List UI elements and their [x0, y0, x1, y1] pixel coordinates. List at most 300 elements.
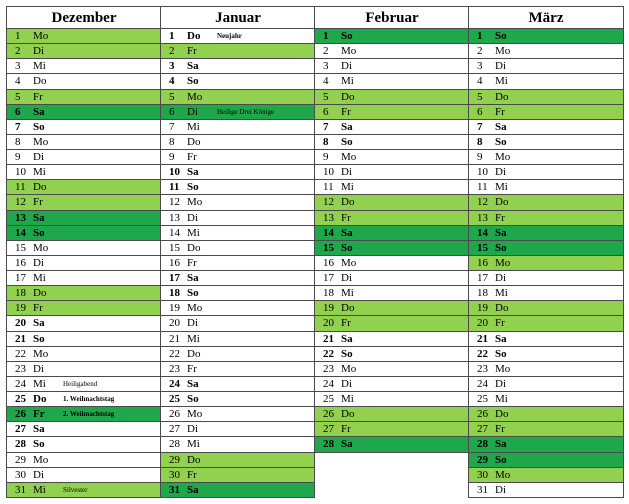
- day-number: 23: [169, 362, 180, 375]
- day-row: [7, 468, 161, 483]
- weekday-label: Do: [187, 30, 201, 42]
- weekday-label: Sa: [187, 483, 199, 496]
- day-number: 12: [477, 196, 488, 209]
- day-row: [7, 407, 161, 422]
- weekday-label: Di: [33, 151, 44, 163]
- day-number: 30: [477, 468, 488, 481]
- weekday-label: So: [187, 287, 199, 300]
- weekday-label: Mo: [341, 45, 357, 58]
- day-row: [7, 347, 161, 362]
- weekday-label: Sa: [495, 120, 507, 133]
- day-number: 7: [323, 120, 329, 133]
- day-row: [161, 407, 315, 422]
- day-row: [469, 392, 623, 407]
- day-row: [315, 90, 469, 105]
- day-row: [7, 150, 161, 165]
- day-row: [7, 453, 161, 468]
- calendar-table: [6, 6, 622, 496]
- day-number: 13: [477, 211, 488, 224]
- weekday-label: Fr: [341, 317, 351, 330]
- day-number: 15: [15, 241, 26, 254]
- day-number: 22: [477, 347, 488, 360]
- day-number: 5: [169, 90, 175, 103]
- weekday-label: Di: [33, 362, 44, 375]
- month-header: Januar: [161, 6, 315, 29]
- day-number: 8: [477, 135, 483, 148]
- weekday-label: Mi: [495, 181, 508, 194]
- weekday-label: Di: [495, 377, 506, 390]
- holiday-note: Heilige Drei Könige: [217, 107, 275, 116]
- day-row: [7, 286, 161, 301]
- weekday-label: Di: [495, 483, 506, 496]
- day-number: 16: [477, 256, 488, 269]
- day-row: [315, 29, 469, 44]
- weekday-label: Mo: [33, 135, 49, 148]
- weekday-label: Do: [341, 302, 355, 315]
- weekday-label: Di: [187, 423, 198, 436]
- day-row: [315, 271, 469, 286]
- day-row: [469, 135, 623, 150]
- day-number: 9: [15, 151, 21, 163]
- day-number: 25: [169, 393, 180, 405]
- day-row: [315, 165, 469, 180]
- weekday-label: Mo: [33, 30, 49, 42]
- day-number: 26: [477, 408, 488, 421]
- day-row: [469, 29, 623, 44]
- weekday-label: Di: [33, 468, 44, 481]
- weekday-label: So: [33, 332, 45, 345]
- weekday-label: Sa: [187, 272, 199, 284]
- day-row: [161, 256, 315, 271]
- weekday-label: Mi: [495, 393, 508, 405]
- day-row: [315, 59, 469, 74]
- day-row: [469, 332, 623, 347]
- weekday-label: Di: [341, 377, 352, 390]
- weekday-label: Sa: [187, 377, 199, 390]
- day-number: 31: [169, 483, 180, 496]
- day-number: 15: [323, 241, 334, 254]
- weekday-label: Mo: [341, 151, 357, 163]
- day-number: 19: [477, 302, 488, 315]
- day-row: [315, 301, 469, 316]
- day-number: 2: [169, 45, 175, 58]
- day-row: [469, 74, 623, 89]
- day-number: 11: [15, 181, 26, 194]
- weekday-label: Fr: [187, 45, 197, 58]
- weekday-label: Fr: [495, 211, 505, 224]
- weekday-label: Do: [33, 75, 47, 88]
- day-number: 18: [169, 287, 180, 300]
- day-row: [315, 347, 469, 362]
- day-number: 9: [169, 151, 175, 163]
- day-row: [161, 165, 315, 180]
- month-column: [468, 6, 624, 498]
- day-row: [161, 483, 315, 498]
- weekday-label: Mi: [495, 75, 508, 88]
- weekday-label: Di: [187, 317, 198, 330]
- day-row: [469, 453, 623, 468]
- day-row: [161, 422, 315, 437]
- weekday-label: Do: [495, 90, 509, 103]
- day-number: 12: [169, 196, 180, 209]
- day-row: [315, 120, 469, 135]
- day-number: 5: [15, 90, 21, 103]
- weekday-label: So: [495, 241, 507, 254]
- day-row: [161, 120, 315, 135]
- day-row: [161, 195, 315, 210]
- day-number: 3: [477, 60, 483, 73]
- day-number: 8: [169, 135, 175, 148]
- weekday-label: Mo: [495, 45, 511, 58]
- day-row: [315, 362, 469, 377]
- day-row: [469, 105, 623, 120]
- weekday-label: Sa: [187, 166, 199, 179]
- weekday-label: Mo: [187, 302, 203, 315]
- day-number: 15: [477, 241, 488, 254]
- day-row: [7, 437, 161, 452]
- day-number: 9: [477, 151, 483, 163]
- weekday-label: Fr: [187, 256, 197, 269]
- day-row: [315, 180, 469, 195]
- weekday-label: Fr: [187, 362, 197, 375]
- weekday-label: Mo: [33, 347, 49, 360]
- weekday-label: So: [495, 135, 507, 148]
- day-row: [7, 120, 161, 135]
- day-row: [161, 301, 315, 316]
- weekday-label: Mi: [33, 272, 46, 284]
- day-number: 27: [169, 423, 180, 436]
- weekday-label: Do: [187, 241, 201, 254]
- day-row: [161, 468, 315, 483]
- weekday-label: Do: [187, 347, 201, 360]
- day-row: [469, 256, 623, 271]
- weekday-label: So: [495, 347, 507, 360]
- day-number: 13: [169, 211, 180, 224]
- day-number: 2: [323, 45, 329, 58]
- day-row: [7, 105, 161, 120]
- day-number: 17: [15, 272, 26, 284]
- month-column: [6, 6, 161, 498]
- weekday-label: Do: [495, 196, 509, 209]
- day-row: [469, 241, 623, 256]
- weekday-label: Mo: [187, 408, 203, 421]
- weekday-label: So: [187, 393, 199, 405]
- day-number: 7: [15, 120, 21, 133]
- holiday-note: Heiligabend: [63, 379, 98, 388]
- day-number: 6: [15, 105, 21, 118]
- day-number: 4: [15, 75, 21, 88]
- day-row: [315, 332, 469, 347]
- day-row: [161, 150, 315, 165]
- day-number: 2: [477, 45, 483, 58]
- day-row: [469, 226, 623, 241]
- weekday-label: Mi: [341, 287, 354, 300]
- day-row: [161, 241, 315, 256]
- month-header: Dezember: [7, 6, 161, 29]
- day-row: [161, 316, 315, 331]
- weekday-label: Sa: [33, 211, 45, 224]
- day-row: [7, 332, 161, 347]
- holiday-note: 2. Weihnachtstag: [63, 410, 115, 419]
- day-row: [161, 392, 315, 407]
- day-number: 4: [477, 75, 483, 88]
- weekday-label: Di: [341, 60, 352, 73]
- weekday-label: Mo: [341, 256, 357, 269]
- day-number: 6: [169, 105, 175, 118]
- day-number: 24: [323, 377, 334, 390]
- day-row: [7, 211, 161, 226]
- day-number: 31: [15, 483, 26, 496]
- day-number: 11: [477, 181, 488, 194]
- day-row: [315, 256, 469, 271]
- day-number: 24: [477, 377, 488, 390]
- weekday-label: Fr: [33, 302, 43, 315]
- weekday-label: So: [341, 30, 353, 42]
- day-row: [7, 59, 161, 74]
- day-row: [315, 316, 469, 331]
- day-row: [469, 362, 623, 377]
- day-row: [315, 407, 469, 422]
- day-number: 22: [15, 347, 26, 360]
- weekday-label: Mi: [495, 287, 508, 300]
- weekday-label: So: [495, 30, 507, 42]
- weekday-label: Sa: [33, 423, 45, 436]
- day-row: [469, 437, 623, 452]
- weekday-label: Do: [341, 196, 355, 209]
- day-number: 27: [477, 423, 488, 436]
- day-row: [469, 150, 623, 165]
- day-row: [7, 241, 161, 256]
- empty-cell: [315, 483, 469, 498]
- weekday-label: Mi: [187, 120, 200, 133]
- day-row: [315, 377, 469, 392]
- day-number: 12: [15, 196, 26, 209]
- day-row: [315, 286, 469, 301]
- day-number: 17: [323, 272, 334, 284]
- day-row: [469, 301, 623, 316]
- day-row: [7, 301, 161, 316]
- day-row: [161, 347, 315, 362]
- weekday-label: Mi: [187, 226, 200, 239]
- day-number: 10: [169, 166, 180, 179]
- day-number: 20: [169, 317, 180, 330]
- day-number: 28: [323, 438, 334, 451]
- day-number: 1: [477, 30, 483, 42]
- day-number: 13: [323, 211, 334, 224]
- weekday-label: Mo: [495, 151, 511, 163]
- day-row: [315, 226, 469, 241]
- day-number: 22: [169, 347, 180, 360]
- day-number: 29: [169, 453, 180, 466]
- weekday-label: Do: [33, 181, 47, 194]
- day-number: 30: [15, 468, 26, 481]
- day-row: [161, 90, 315, 105]
- day-row: [161, 362, 315, 377]
- weekday-label: Fr: [187, 468, 197, 481]
- day-number: 19: [15, 302, 26, 315]
- day-row: [161, 226, 315, 241]
- day-number: 22: [323, 347, 334, 360]
- weekday-label: Sa: [341, 120, 353, 133]
- weekday-label: So: [341, 241, 353, 254]
- day-number: 18: [323, 287, 334, 300]
- weekday-label: Mo: [341, 362, 357, 375]
- day-number: 30: [169, 468, 180, 481]
- day-row: [161, 332, 315, 347]
- weekday-label: Sa: [341, 438, 353, 451]
- weekday-label: Do: [341, 408, 355, 421]
- month-days: [7, 29, 161, 498]
- day-row: [469, 407, 623, 422]
- weekday-label: Do: [33, 287, 47, 300]
- day-row: [7, 362, 161, 377]
- weekday-label: Mo: [495, 468, 511, 481]
- day-row: [469, 90, 623, 105]
- weekday-label: Mo: [187, 196, 203, 209]
- weekday-label: Sa: [341, 226, 353, 239]
- day-number: 17: [169, 272, 180, 284]
- day-number: 24: [15, 377, 26, 390]
- day-row: [315, 437, 469, 452]
- day-row: [161, 135, 315, 150]
- weekday-label: Di: [495, 166, 506, 179]
- day-number: 7: [477, 120, 483, 133]
- day-number: 20: [477, 317, 488, 330]
- weekday-label: Mi: [33, 483, 46, 496]
- day-row: [7, 271, 161, 286]
- day-row: [7, 226, 161, 241]
- day-row: [7, 392, 161, 407]
- day-number: 10: [323, 166, 334, 179]
- holiday-note: Silvester: [63, 485, 88, 494]
- weekday-label: Di: [495, 60, 506, 73]
- weekday-label: Mo: [495, 256, 511, 269]
- day-row: [315, 211, 469, 226]
- day-row: [315, 44, 469, 59]
- day-number: 4: [323, 75, 329, 88]
- day-row: [7, 29, 161, 44]
- day-row: [161, 377, 315, 392]
- day-row: [161, 29, 315, 44]
- day-number: 7: [169, 120, 175, 133]
- weekday-label: Di: [341, 166, 352, 179]
- day-row: [469, 44, 623, 59]
- day-row: [7, 422, 161, 437]
- day-number: 8: [323, 135, 329, 148]
- day-row: [161, 74, 315, 89]
- day-row: [7, 377, 161, 392]
- holiday-note: 1. Weihnachtstag: [63, 395, 115, 403]
- weekday-label: Di: [495, 272, 506, 284]
- day-row: [161, 271, 315, 286]
- month-header: Februar: [315, 6, 469, 29]
- day-row: [315, 150, 469, 165]
- month-days: [315, 29, 469, 498]
- day-number: 28: [15, 438, 26, 451]
- weekday-label: Fr: [495, 105, 505, 118]
- day-number: 19: [323, 302, 334, 315]
- day-number: 23: [15, 362, 26, 375]
- day-number: 18: [15, 287, 26, 300]
- day-row: [469, 211, 623, 226]
- weekday-label: Mi: [341, 181, 354, 194]
- day-row: [161, 453, 315, 468]
- day-number: 24: [169, 377, 180, 390]
- day-number: 6: [323, 105, 329, 118]
- day-number: 29: [477, 453, 488, 466]
- weekday-label: So: [187, 75, 199, 88]
- day-number: 8: [15, 135, 21, 148]
- day-row: [469, 422, 623, 437]
- weekday-label: Mi: [187, 332, 200, 345]
- day-row: [315, 241, 469, 256]
- month-column: [314, 6, 469, 498]
- weekday-label: Do: [187, 135, 201, 148]
- day-number: 26: [15, 408, 26, 421]
- day-row: [469, 59, 623, 74]
- weekday-label: Fr: [495, 317, 505, 330]
- day-number: 23: [323, 362, 334, 375]
- day-number: 20: [15, 317, 26, 330]
- day-number: 31: [477, 483, 488, 496]
- day-row: [7, 165, 161, 180]
- day-number: 6: [477, 105, 483, 118]
- day-row: [7, 90, 161, 105]
- day-number: 16: [15, 256, 26, 269]
- weekday-label: Fr: [33, 408, 45, 421]
- day-number: 21: [169, 332, 180, 345]
- day-row: [7, 483, 161, 498]
- day-number: 25: [477, 393, 488, 405]
- weekday-label: Fr: [187, 151, 197, 163]
- weekday-label: Sa: [341, 332, 353, 345]
- day-row: [469, 286, 623, 301]
- weekday-label: Di: [33, 45, 44, 58]
- day-row: [7, 180, 161, 195]
- weekday-label: Do: [495, 302, 509, 315]
- weekday-label: Di: [33, 256, 44, 269]
- day-number: 3: [15, 60, 21, 73]
- empty-cell: [315, 468, 469, 483]
- day-number: 9: [323, 151, 329, 163]
- day-number: 11: [169, 181, 180, 194]
- weekday-label: Di: [187, 105, 198, 118]
- day-number: 1: [169, 30, 175, 42]
- day-row: [469, 195, 623, 210]
- weekday-label: So: [495, 453, 507, 466]
- day-row: [161, 180, 315, 195]
- day-row: [315, 135, 469, 150]
- day-number: 5: [477, 90, 483, 103]
- day-row: [161, 59, 315, 74]
- weekday-label: So: [33, 226, 45, 239]
- day-number: 17: [477, 272, 488, 284]
- day-row: [161, 286, 315, 301]
- day-row: [315, 195, 469, 210]
- day-row: [469, 316, 623, 331]
- weekday-label: Fr: [33, 196, 43, 209]
- day-row: [469, 347, 623, 362]
- day-number: 1: [323, 30, 329, 42]
- day-row: [469, 180, 623, 195]
- day-row: [7, 135, 161, 150]
- day-number: 16: [323, 256, 334, 269]
- weekday-label: So: [341, 347, 353, 360]
- day-number: 14: [477, 226, 488, 239]
- day-number: 11: [323, 181, 334, 194]
- weekday-label: Do: [33, 393, 47, 405]
- day-row: [315, 392, 469, 407]
